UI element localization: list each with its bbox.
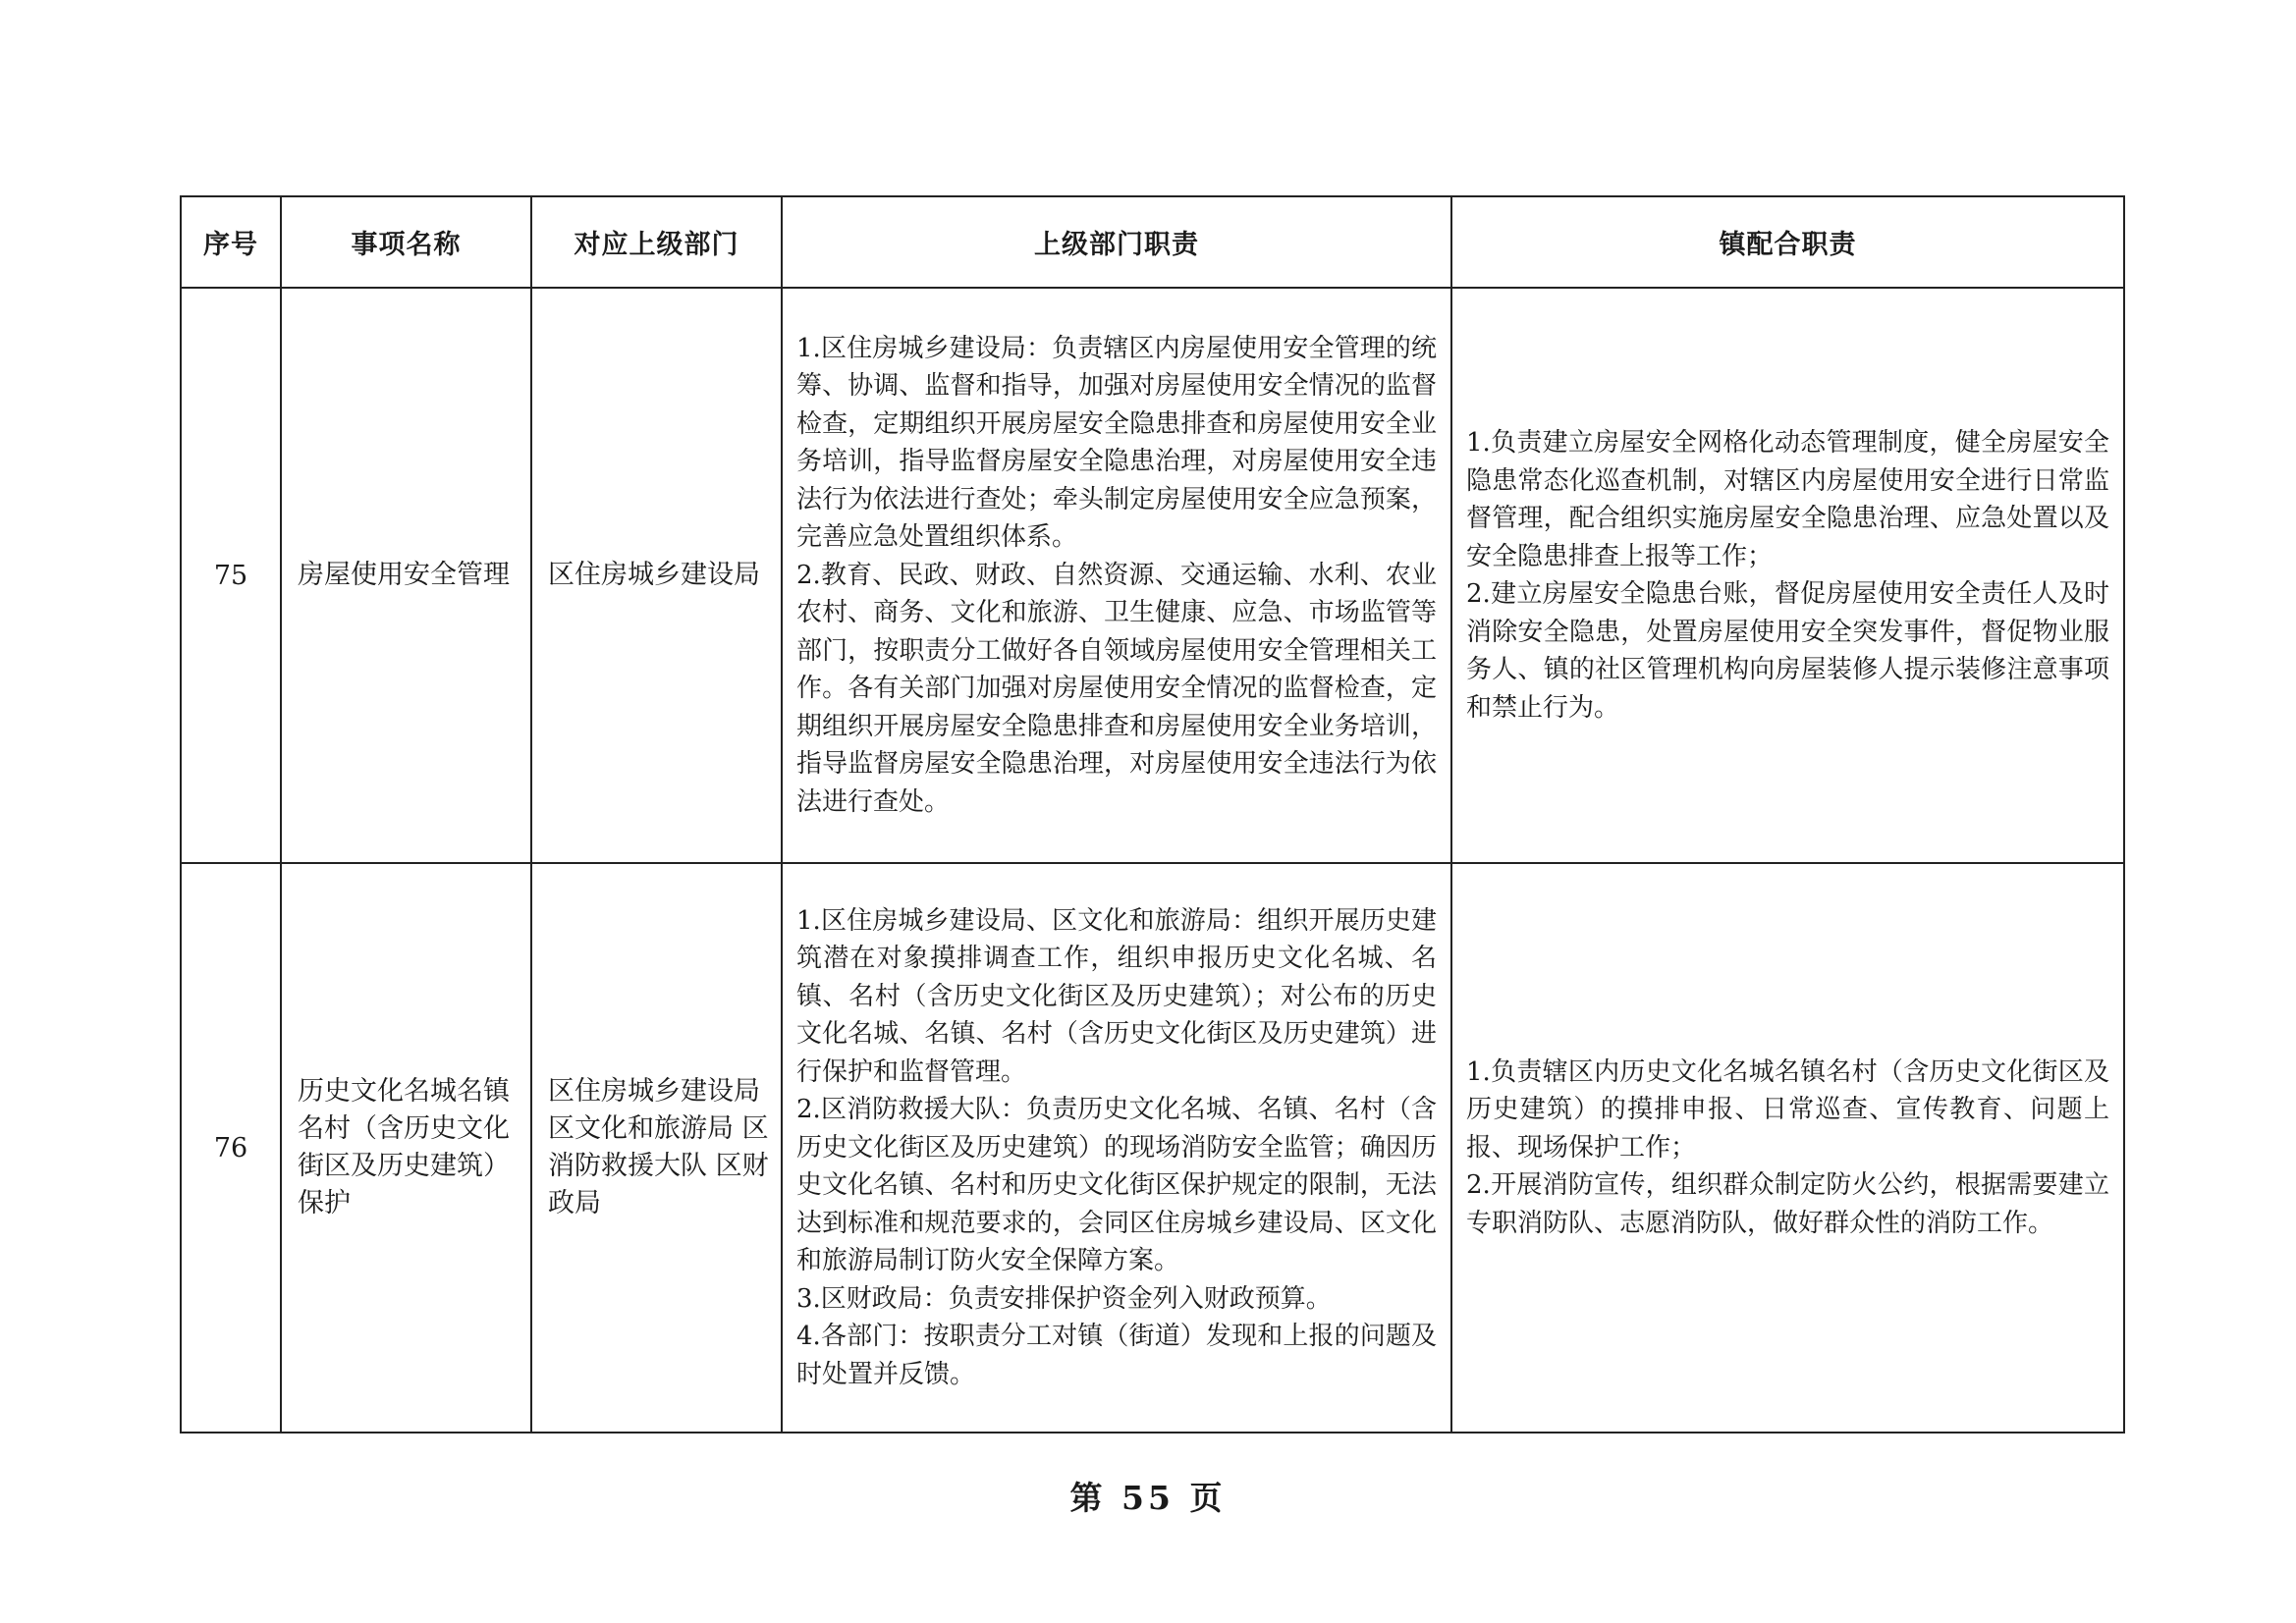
duty-paragraph: 1.区住房城乡建设局、区文化和旅游局：组织开展历史建筑潜在对象摸排调查工作，组织申报历史文化名城、名镇、名村（含历史文化街区及历史建筑）；对公布的历史文化名城、名镇、名村（含历史文化街区及历史建筑）进行保护和监督管理。 [796,905,1437,1087]
duty-paragraph: 1.负责辖区内历史文化名城名镇名村（含历史文化街区及历史建筑）的摸排申报、日常巡查、宣传教育、问题上报、现场保护工作； [1466,1056,2109,1163]
row-upper-duties [782,288,1451,863]
duty-paragraph: 2.区消防救援大队：负责历史文化名城、名镇、名村（含历史文化街区及历史建筑）的现场消防安全监管；确因历史文化名镇、名村和历史文化街区保护规定的限制，无法达到标准和规范要求的，会同区住房城乡建设局、区文化和旅游局制订防火安全保障方案。 [796,1095,1437,1276]
table-header-row [181,196,2124,288]
duty-table [180,195,2125,1434]
duty-paragraph: 2.开展消防宣传，组织群众制定防火公约，根据需要建立专职消防队、志愿消防队，做好群众性的消防工作。 [1466,1170,2109,1238]
row-town-duties [1451,288,2124,863]
duty-paragraph: 2.建立房屋安全隐患台账，督促房屋使用安全责任人及时消除安全隐患，处置房屋使用安全突发事件，督促物业服务人、镇的社区管理机构向房屋装修人提示装修注意事项和禁止行为。 [1466,579,2109,723]
duty-paragraph: 3.区财政局：负责安排保护资金列入财政预算。 [796,1283,1332,1314]
duty-paragraph: 2.教育、民政、财政、自然资源、交通运输、水利、农业农村、商务、文化和旅游、卫生健康、应急、市场监管等部门，按职责分工做好各自领域房屋使用安全管理相关工作。各有关部门加强对房屋使用安全情况的监督检查，定期组织开展房屋安全隐患排查和房屋使用安全业务培训，指导监督房屋安全隐患治理，对房屋使用安全违法行为依法进行查处。 [796,560,1437,817]
duty-paragraph: 1.区住房城乡建设局：负责辖区内房屋使用安全管理的统筹、协调、监督和指导，加强对房屋使用安全情况的监督检查，定期组织开展房屋安全隐患排查和房屋使用安全业务培训，指导监督房屋安全隐患治理，对房屋使用安全违法行为依法进行查处；牵头制定房屋使用安全应急预案，完善应急处置组织体系。 [796,333,1437,553]
header-upper-dept: 对应上级部门 [531,196,782,288]
table-row [181,288,2124,863]
duty-paragraph: 1.负责建立房屋安全网格化动态管理制度，健全房屋安全隐患常态化巡查机制，对辖区内房屋使用安全进行日常监督管理，配合组织实施房屋安全隐患治理、应急处置以及安全隐患排查上报等工作； [1466,428,2109,571]
row-upper-dept: 区住房城乡建设局 [531,288,782,863]
duty-paragraph: 4.各部门：按职责分工对镇（街道）发现和上报的问题及时处置并反馈。 [796,1322,1437,1389]
row-item-name: 房屋使用安全管理 [281,288,531,863]
header-upper-duties: 上级部门职责 [782,196,1451,288]
row-seq: 75 [181,288,281,863]
page-number: 第 55 页 [1069,1479,1227,1517]
row-upper-duties [782,863,1451,1433]
row-seq: 76 [181,863,281,1433]
row-town-duties [1451,863,2124,1433]
header-item-name: 事项名称 [281,196,531,288]
row-upper-dept: 区住房城乡建设局 区文化和旅游局 区消防救援大队 区财政局 [531,863,782,1433]
header-town-duties: 镇配合职责 [1451,196,2124,288]
table-row [181,863,2124,1433]
header-seq: 序号 [181,196,281,288]
row-item-name: 历史文化名城名镇名村（含历史文化街区及历史建筑）保护 [281,863,531,1433]
